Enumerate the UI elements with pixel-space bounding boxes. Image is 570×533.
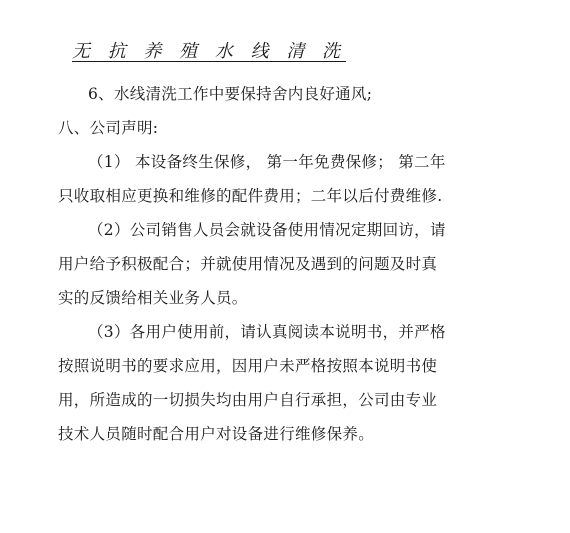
clause-2-line-1: （2）公司销售人员会就设备使用情况定期回访，请 (88, 221, 446, 239)
clause-3-line-1: （3）各用户使用前，请认真阅读本说明书，并严格 (88, 323, 446, 341)
clause-1-line-2: 只收取相应更换和维修的配件费用；二年以后付费维修. (58, 187, 443, 205)
section-8-title: 八、公司声明: (58, 119, 159, 137)
item-6-ventilation: 6、水线清洗工作中要保持舍内良好通风; (88, 85, 373, 103)
clause-2-line-2: 用户给予积极配合；并就使用情况及遇到的问题及时真 (58, 255, 438, 273)
clause-3-line-3: 用，所造成的一切损失均由用户自行承担，公司由专业 (58, 391, 438, 409)
document-heading: 无 抗 养 殖 水 线 清 洗 (72, 41, 347, 62)
clause-3-line-2: 按照说明书的要求应用，因用户未严格按照本说明书使 (58, 357, 438, 375)
clause-1-line-1: （1） 本设备终生保修， 第一年免费保修； 第二年 (88, 153, 446, 171)
clause-3-line-4: 技术人员随时配合用户对设备进行维修保养。 (58, 425, 375, 443)
clause-2-line-3: 实的反馈给相关业务人员。 (58, 289, 248, 307)
